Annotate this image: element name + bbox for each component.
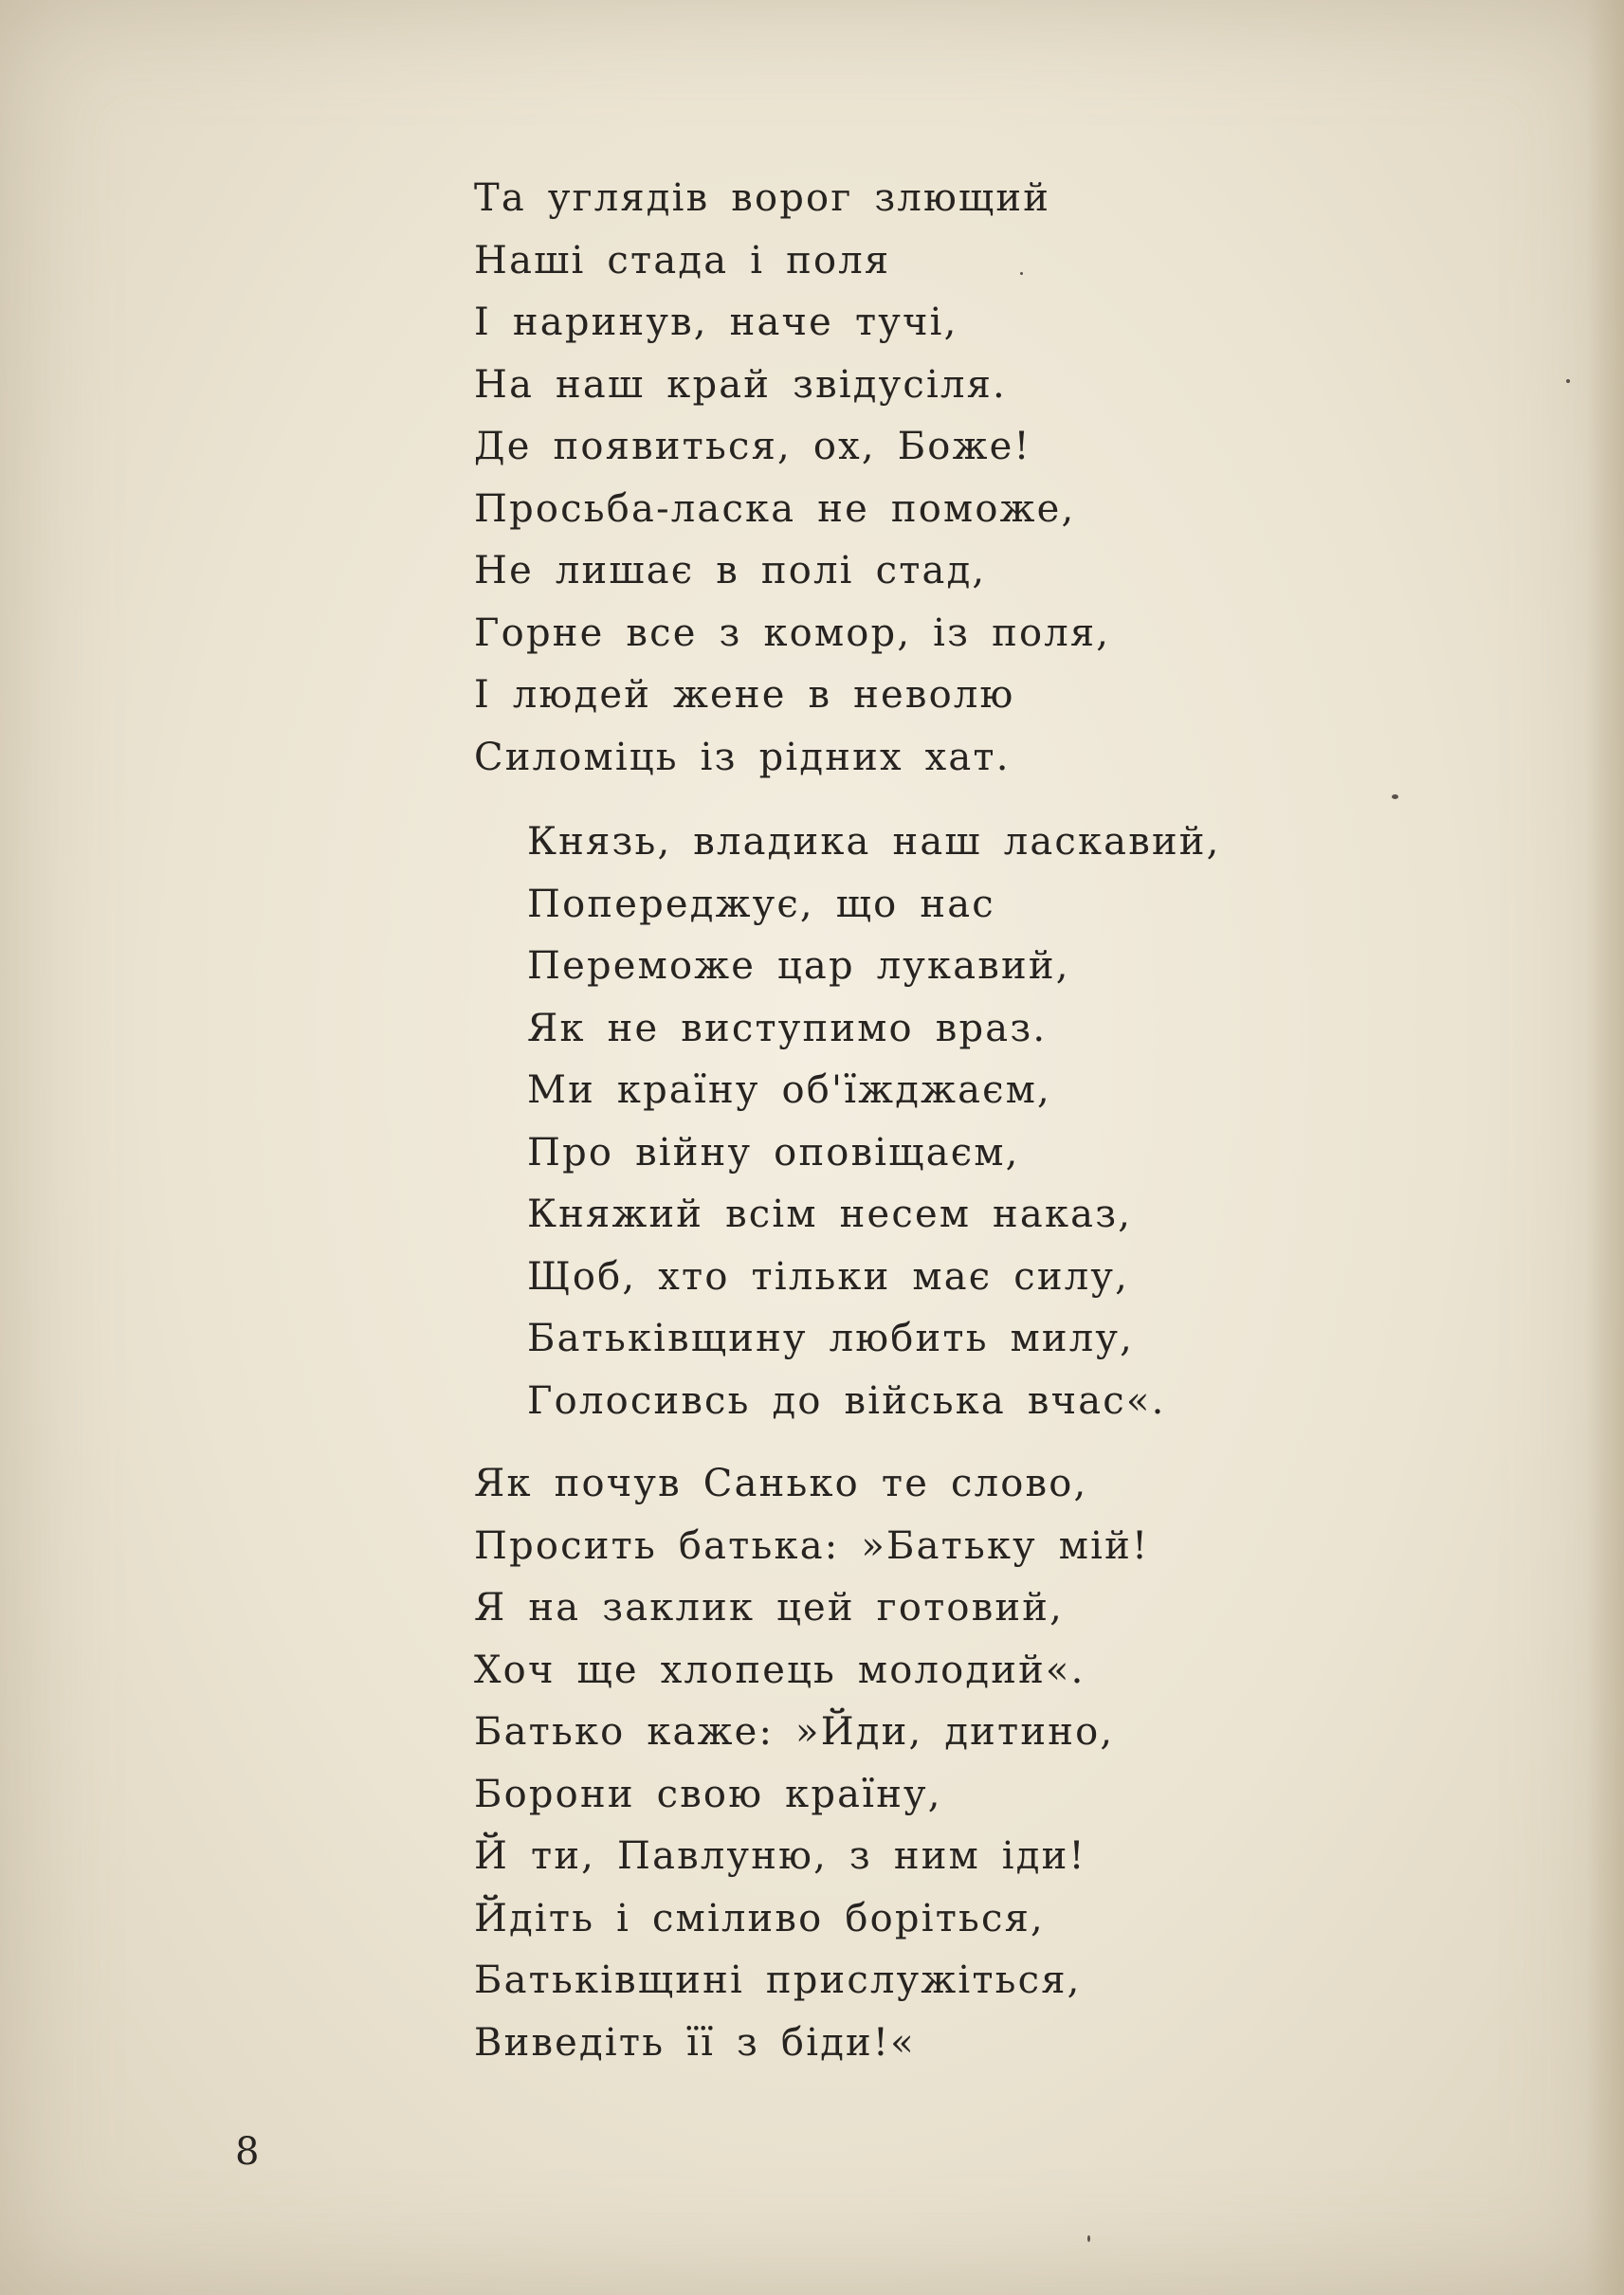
verse-line: Батько каже: »Йди, дитино, bbox=[474, 1710, 1115, 1754]
verse-line: Наші стада і поля bbox=[474, 238, 891, 282]
verse-line: Горне все з комор, із поля, bbox=[474, 610, 1111, 655]
stanza-1 bbox=[474, 168, 1110, 789]
verse-line: Князь, владика наш ласкавий, bbox=[527, 820, 1221, 864]
verse-line: Та углядів ворог злющий bbox=[474, 176, 1051, 220]
verse-line: Княжий всім несем наказ, bbox=[527, 1193, 1133, 1236]
verse-line: Виведіть її з біди!« bbox=[474, 2020, 916, 2065]
verse-line: Не лишає в полі стад, bbox=[474, 549, 987, 592]
verse-line: Йдіть і сміливо боріться, bbox=[474, 1896, 1045, 1940]
verse-line: Де появиться, ох, Боже! bbox=[474, 425, 1031, 468]
verse-line: Батьківщину любить милу, bbox=[527, 1317, 1135, 1360]
verse-line: Попереджує, що нас bbox=[527, 882, 995, 926]
verse-line: Я на заклик цей готовий, bbox=[474, 1586, 1065, 1630]
stanza-3 bbox=[474, 1453, 1149, 2074]
verse-line: Просьба-ласка не поможе, bbox=[474, 486, 1076, 531]
verse-line: Батьківщині прислужіться, bbox=[474, 1958, 1082, 2002]
verse-line: Про війну оповіщаєм, bbox=[527, 1130, 1020, 1175]
ink-speck bbox=[1392, 794, 1398, 799]
ink-speck bbox=[1087, 2235, 1090, 2242]
verse-line: І людей жене в неволю bbox=[474, 673, 1015, 717]
verse-line: Як не виступимо враз. bbox=[527, 1006, 1048, 1050]
verse-line: Борони свою країну, bbox=[474, 1772, 942, 1816]
verse-line: І наринув, наче тучі, bbox=[474, 301, 958, 344]
verse-line: На наш край звідусіля. bbox=[474, 362, 1007, 407]
verse-line: Силоміць із рідних хат. bbox=[474, 735, 1011, 779]
page-edge-shadow bbox=[1586, 0, 1624, 2295]
verse-line: Переможе цар лукавий, bbox=[527, 944, 1070, 988]
verse-line: Щоб, хто тільки має силу, bbox=[527, 1254, 1130, 1299]
verse-line: Як почув Санько те слово, bbox=[474, 1462, 1088, 1505]
verse-line: Голосивсь до війська вчас«. bbox=[527, 1378, 1166, 1423]
stanza-2 bbox=[527, 811, 1221, 1432]
verse-line: Й ти, Павлуню, з ним іди! bbox=[474, 1834, 1086, 1878]
verse-line: Просить батька: »Батьку мій! bbox=[474, 1523, 1150, 1568]
verse-line: Ми країну об'їжджаєм, bbox=[527, 1068, 1051, 1112]
ink-speck bbox=[1566, 379, 1570, 383]
page-number: 8 bbox=[235, 2130, 260, 2174]
verse-line: Хоч ще хлопець молодий«. bbox=[474, 1648, 1086, 1692]
